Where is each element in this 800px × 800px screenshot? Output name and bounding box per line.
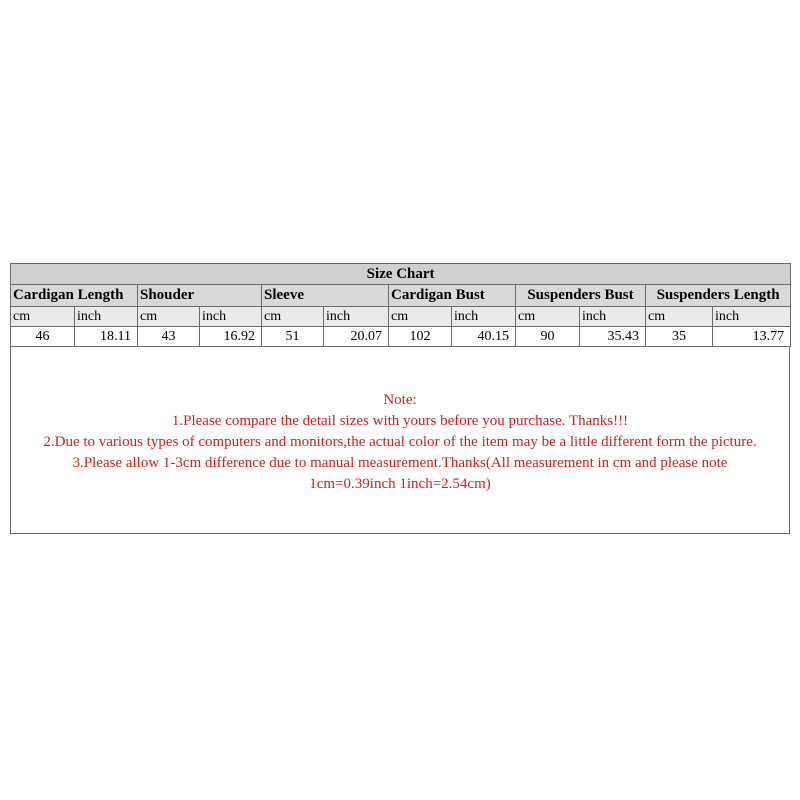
value-cell: 40.15 [452,327,516,347]
unit-cell: inch [200,307,262,327]
unit-cell: cm [138,307,200,327]
header-shoulder: Shouder [138,285,262,307]
value-cell: 90 [516,327,580,347]
unit-cell: cm [11,307,75,327]
note-title: Note: [383,392,417,408]
value-cell: 35 [646,327,713,347]
value-cell: 46 [11,327,75,347]
note-line-1: 1.Please compare the detail sizes with yours before you purchase. Thanks!!! [171,413,629,429]
value-cell: 35.43 [580,327,646,347]
header-cardigan-bust: Cardigan Bust [389,285,516,307]
unit-cell: cm [262,307,324,327]
value-cell: 13.77 [713,327,791,347]
unit-cell: cm [516,307,580,327]
value-cell: 43 [138,327,200,347]
note-box [10,347,790,534]
value-cell: 102 [389,327,452,347]
note-line-3: 3.Please allow 1-3cm difference due to manual measurement.Thanks(All measurement in cm and please note 1cm=0.39inch 1inch=2.54cm) [72,455,728,492]
value-cell: 20.07 [324,327,389,347]
note-line-2: 2.Due to various types of computers and monitors,the actual color of the item may be a little different form the picture. [43,434,757,450]
unit-cell: inch [324,307,389,327]
title-row [11,264,791,285]
unit-cell: inch [452,307,516,327]
value-cell: 51 [262,327,324,347]
value-cell: 16.92 [200,327,262,347]
unit-cell: cm [389,307,452,327]
size-chart [10,263,790,534]
value-cell: 18.11 [75,327,138,347]
unit-row [11,307,791,327]
header-sleeve: Sleeve [262,285,389,307]
header-row [11,285,791,307]
header-suspenders-length: Suspenders Length [646,285,791,307]
size-table [10,263,791,347]
unit-cell: inch [75,307,138,327]
unit-cell: inch [580,307,646,327]
value-row [11,327,791,347]
unit-cell: inch [713,307,791,327]
header-cardigan-length: Cardigan Length [11,285,138,307]
note-content [11,347,789,495]
table-title: Size Chart [11,264,791,285]
header-suspenders-bust: Suspenders Bust [516,285,646,307]
unit-cell: cm [646,307,713,327]
